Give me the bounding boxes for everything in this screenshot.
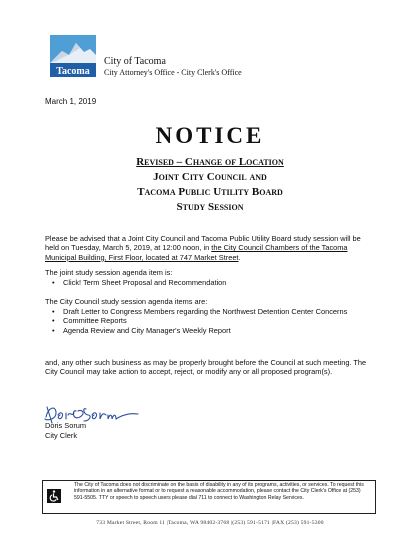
heading-utility-board: Tacoma Public Utility Board [137, 186, 283, 198]
org-name: City of Tacoma [104, 56, 166, 67]
footer-address: 733 Market Street, Room 11 |Tacoma, WA 98402-3768 |(253) 591-5171 |FAX (253) 591-5300 [96, 520, 324, 526]
signatory-title: City Clerk [45, 431, 78, 440]
advisory-lead: Please be advised that a Joint City Council and Tacoma Public Utility Board study session will be held on Tuesday, March 5, 2019, at 12:00 noon, in [45, 234, 361, 253]
heading-joint-council: Joint City Council and [153, 171, 267, 183]
disclaimer-text: The City of Tacoma does not discriminate on the basis of disability in any of its programs, activities, or services. To request this information in an alternative format or to request a reasonable accommodation, please contact the City Clerk's Office at (253) 591-5505. TTY or speech to speech users please dial 711 to connect to Washington Relay Services. [74, 482, 364, 501]
notice-date: March 1, 2019 [45, 97, 97, 106]
org-dept: City Attorney's Office - City Clerk's Office [104, 68, 242, 77]
list-item: • Agenda Review and City Manager's Weekly Report [45, 326, 365, 335]
joint-agenda-list [45, 278, 365, 287]
signatory-name: Doris Sorum [45, 421, 87, 430]
heading-study-session: Study Session [176, 201, 244, 213]
wheelchair-icon [47, 489, 61, 503]
tacoma-logo [50, 35, 96, 77]
list-item: • Draft Letter to Congress Members regarding the Northwest Detention Center Concerns [45, 307, 365, 316]
council-agenda-intro: The City Council study session agenda items are: [45, 297, 208, 306]
advisory-end: . [238, 252, 241, 262]
heading-revised: Revised – Change of Location [136, 156, 284, 168]
list-item: • Click! Term Sheet Proposal and Recommendation [45, 278, 365, 287]
meeting-location: the City Council Chambers of the Tacoma Municipal Building, First Floor, located at 747 Market Street [45, 243, 348, 262]
logo-word: Tacoma [56, 66, 90, 77]
list-item: • Committee Reports [45, 316, 365, 325]
closing-paragraph: and, any other such business as may be properly brought before the Council at such meeting. The City Council may take action to accept, reject, or modify any or all proposed program(s). [45, 358, 367, 377]
joint-agenda-intro: The joint study session agenda item is: [45, 268, 173, 277]
council-agenda-list [45, 307, 365, 335]
advisory-paragraph [45, 234, 375, 262]
notice-title: NOTICE [155, 123, 265, 148]
org-block [104, 56, 242, 78]
